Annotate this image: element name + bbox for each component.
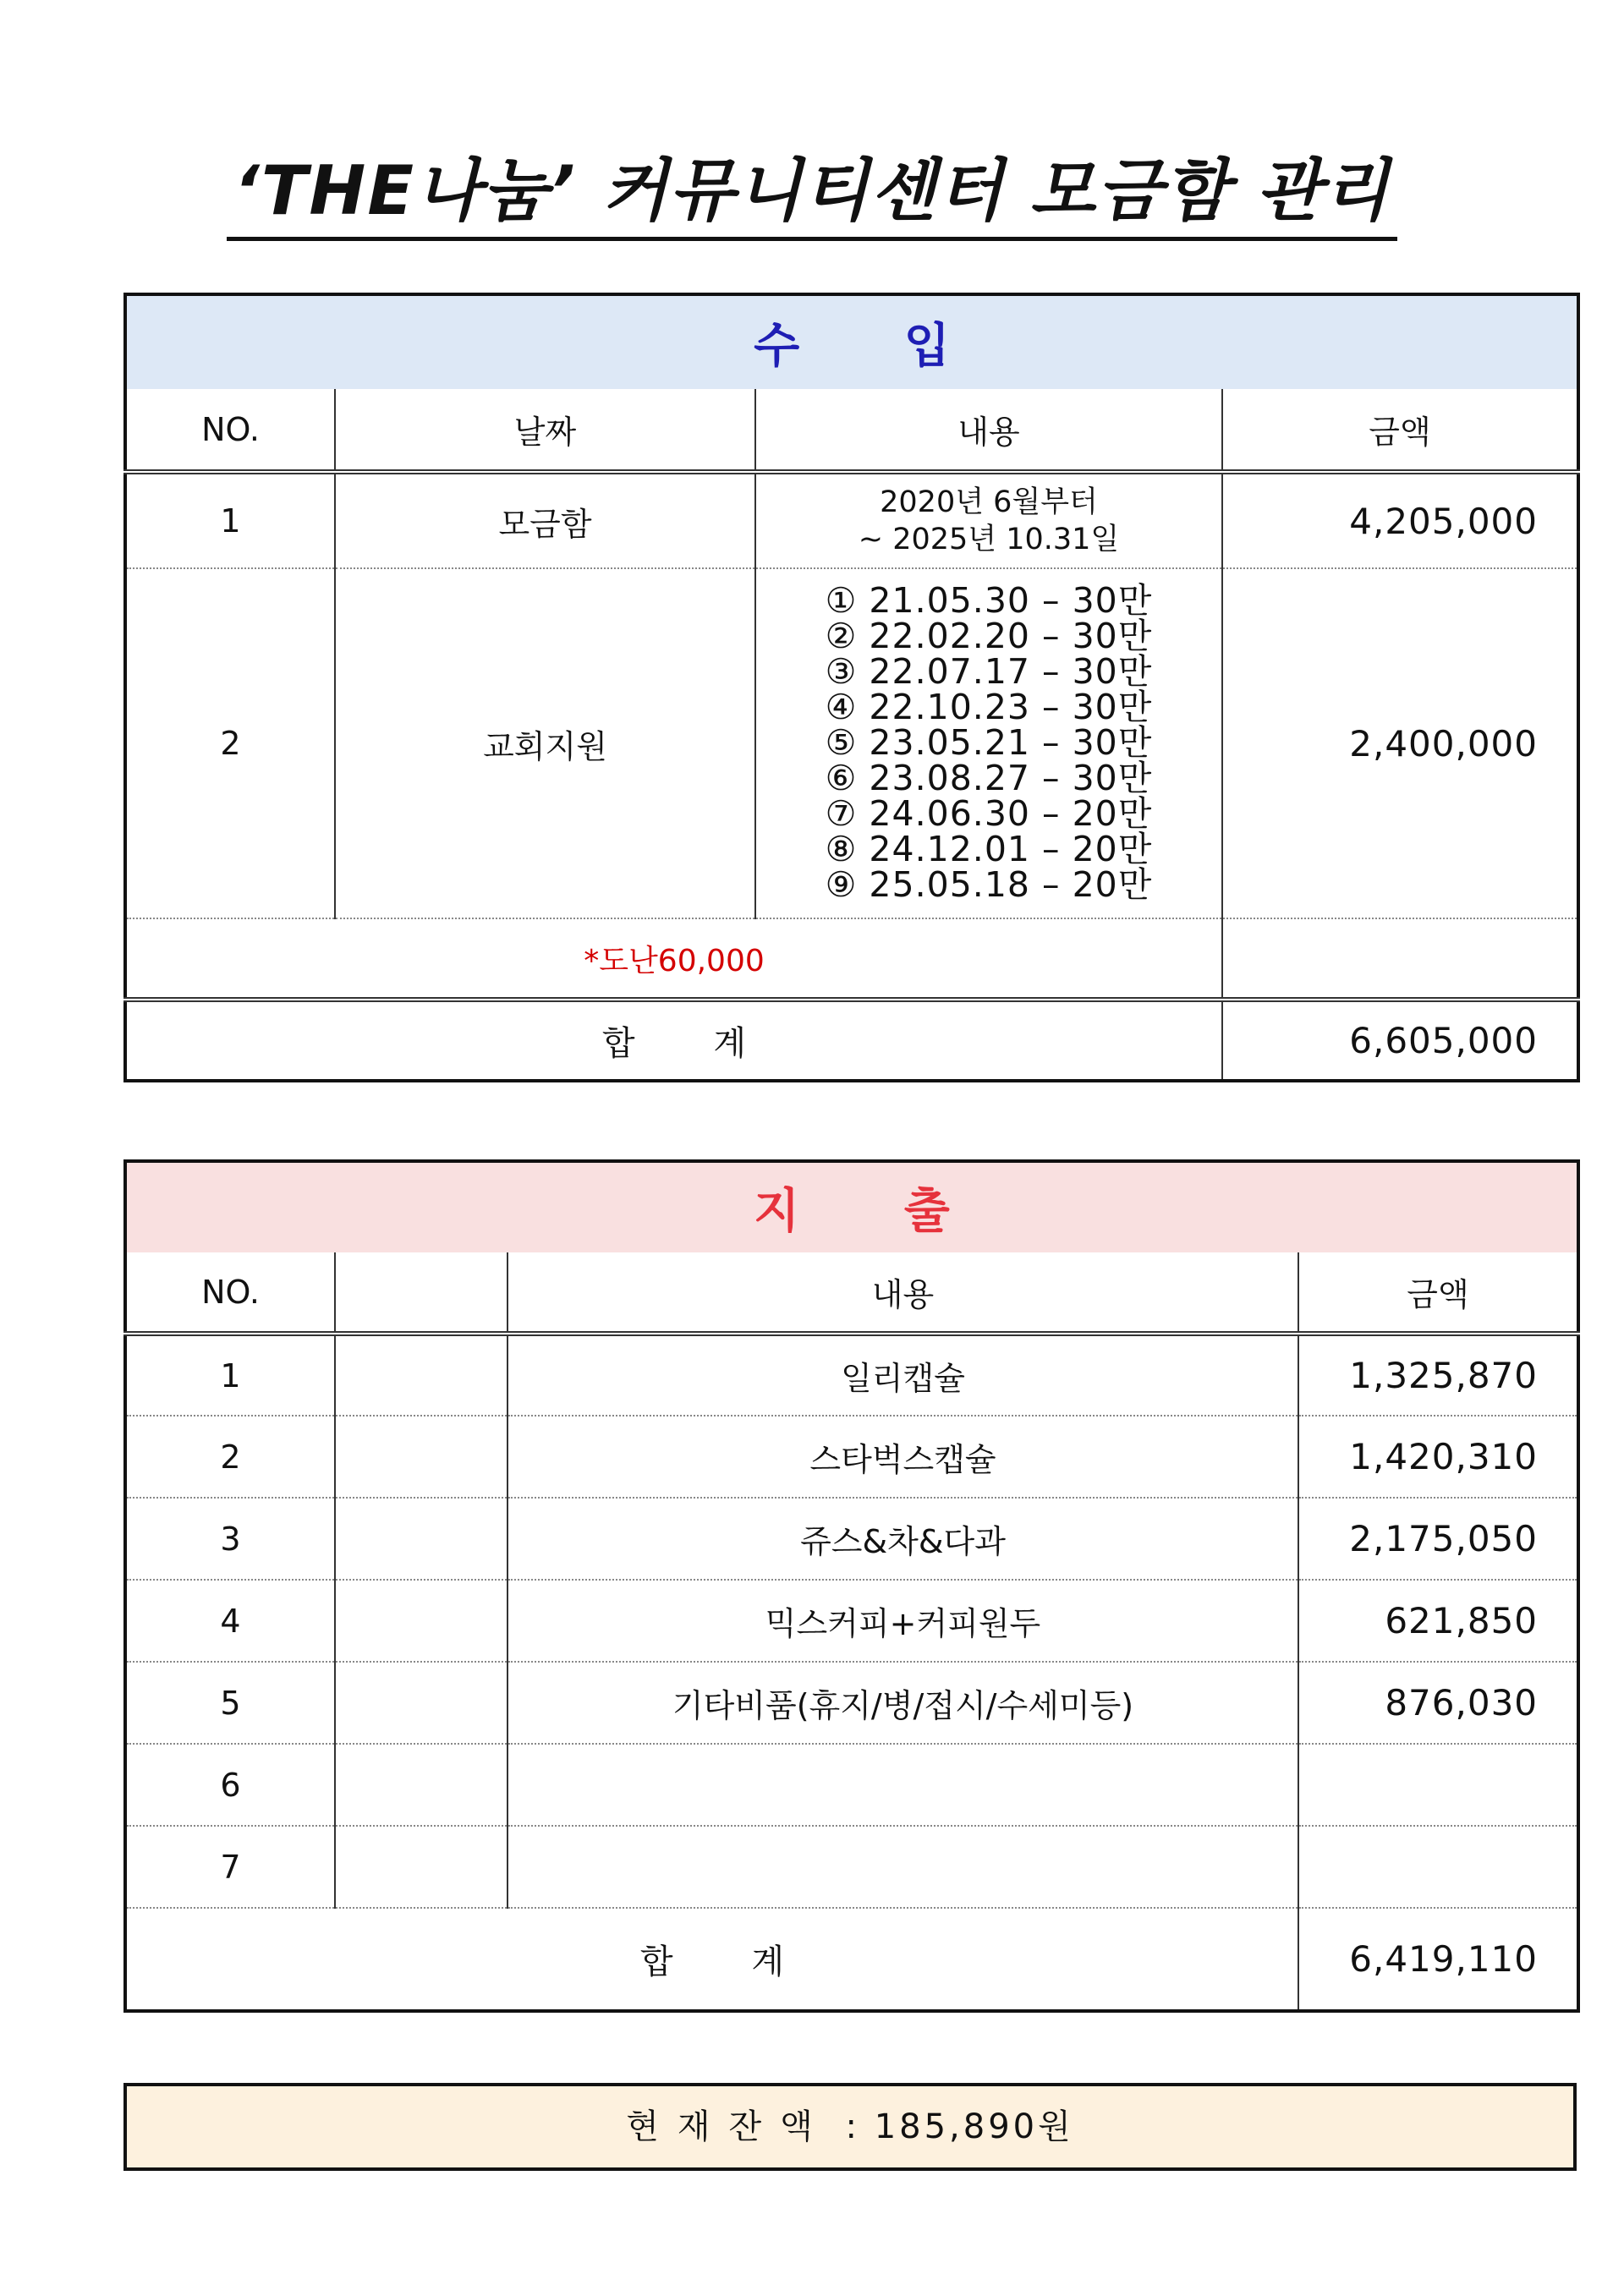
income-row-no: 2 [125,568,335,918]
expense-row [125,1416,1578,1498]
expense-row-no: 7 [125,1826,335,1908]
expense-row [125,1744,1578,1826]
expense-row-blank [335,1662,508,1744]
income-header-content: 내용 [755,389,1222,472]
expense-row-content [508,1744,1298,1826]
expense-row-blank [335,1580,508,1662]
income-row-amount: 4,205,000 [1222,472,1578,568]
income-header-no: NO. [125,389,335,472]
church-support-item: ⑨ 25.05.18 – 20만 [825,864,1153,905]
expense-row-blank [335,1334,508,1416]
income-section-title: 수 입 [125,294,1578,389]
income-total-amount: 6,605,000 [1222,1000,1578,1081]
expense-header-blank [335,1252,508,1334]
theft-note: *도난60,000 [125,918,1222,1000]
expense-row-content: 믹스커피+커피원두 [508,1580,1298,1662]
income-row-date: 교회지원 [335,568,755,918]
expense-row-content: 일리캡슐 [508,1334,1298,1416]
expense-header-content: 내용 [508,1252,1298,1334]
income-row-content [755,472,1222,568]
expense-row [125,1662,1578,1744]
income-row-content-line: 2020년 6월부터 [880,485,1098,519]
income-header-amount: 금액 [1222,389,1578,472]
expense-row [125,1580,1578,1662]
expense-header-no: NO. [125,1252,335,1334]
expense-row-blank [335,1826,508,1908]
income-row-no: 1 [125,472,335,568]
expense-header-amount: 금액 [1298,1252,1578,1334]
expense-row-amount: 2,175,050 [1298,1498,1578,1580]
expense-row-content [508,1826,1298,1908]
expense-row-content: 기타비품(휴지/병/접시/수세미등) [508,1662,1298,1744]
expense-row-blank [335,1498,508,1580]
income-row-date: 모금함 [335,472,755,568]
note-amount-empty [1222,918,1578,1000]
expense-row-no: 1 [125,1334,335,1416]
expense-row [125,1826,1578,1908]
expense-row-amount [1298,1744,1578,1826]
expense-row-content: 쥬스&차&다과 [508,1498,1298,1580]
income-total-label: 합 계 [125,1000,1222,1081]
expense-row [125,1498,1578,1580]
income-header-date: 날짜 [335,389,755,472]
income-table [123,293,1580,1082]
church-support-item: ⑦ 24.06.30 – 20만 [825,793,1153,834]
expense-row-blank [335,1416,508,1498]
page-title: ‘THE나눔’ 커뮤니티센터 모금함 관리 [227,151,1396,241]
current-balance-label: 현재잔액 [626,2107,831,2146]
expense-row-no: 4 [125,1580,335,1662]
expense-total-label: 합 계 [125,1908,1298,2011]
expense-row-no: 3 [125,1498,335,1580]
income-row-amount: 2,400,000 [1222,568,1578,918]
expense-row-no: 2 [125,1416,335,1498]
expense-row [125,1334,1578,1416]
expense-table [123,1159,1580,2013]
page-title-wrapper [0,151,1624,241]
church-support-list [825,580,1153,905]
current-balance-separator: : [831,2107,875,2146]
expense-row-amount: 1,420,310 [1298,1416,1578,1498]
expense-row-amount: 621,850 [1298,1580,1578,1662]
expense-row-amount: 1,325,870 [1298,1334,1578,1416]
expense-row-amount: 876,030 [1298,1662,1578,1744]
expense-row-no: 6 [125,1744,335,1826]
church-support-item: ② 22.02.20 – 30만 [825,616,1153,656]
income-row-1 [125,472,1578,568]
church-support-item: ⑧ 24.12.01 – 20만 [825,829,1153,869]
income-row-content [755,568,1222,918]
church-support-item: ① 21.05.30 – 30만 [825,580,1153,621]
expense-row-blank [335,1744,508,1826]
current-balance-value: 185,890원 [874,2107,1074,2146]
current-balance-box [123,2083,1577,2171]
income-row-content-line: ~ 2025년 10.31일 [858,523,1120,556]
expense-row-amount [1298,1826,1578,1908]
church-support-item: ③ 22.07.17 – 30만 [825,651,1153,692]
expense-row-content: 스타벅스캡슐 [508,1416,1298,1498]
church-support-item: ④ 22.10.23 – 30만 [825,687,1153,727]
income-row-2 [125,568,1578,918]
expense-section-title: 지 출 [125,1161,1578,1252]
expense-row-no: 5 [125,1662,335,1744]
church-support-item: ⑤ 23.05.21 – 30만 [825,722,1153,763]
expense-total-amount: 6,419,110 [1298,1908,1578,2011]
church-support-item: ⑥ 23.08.27 – 30만 [825,758,1153,798]
